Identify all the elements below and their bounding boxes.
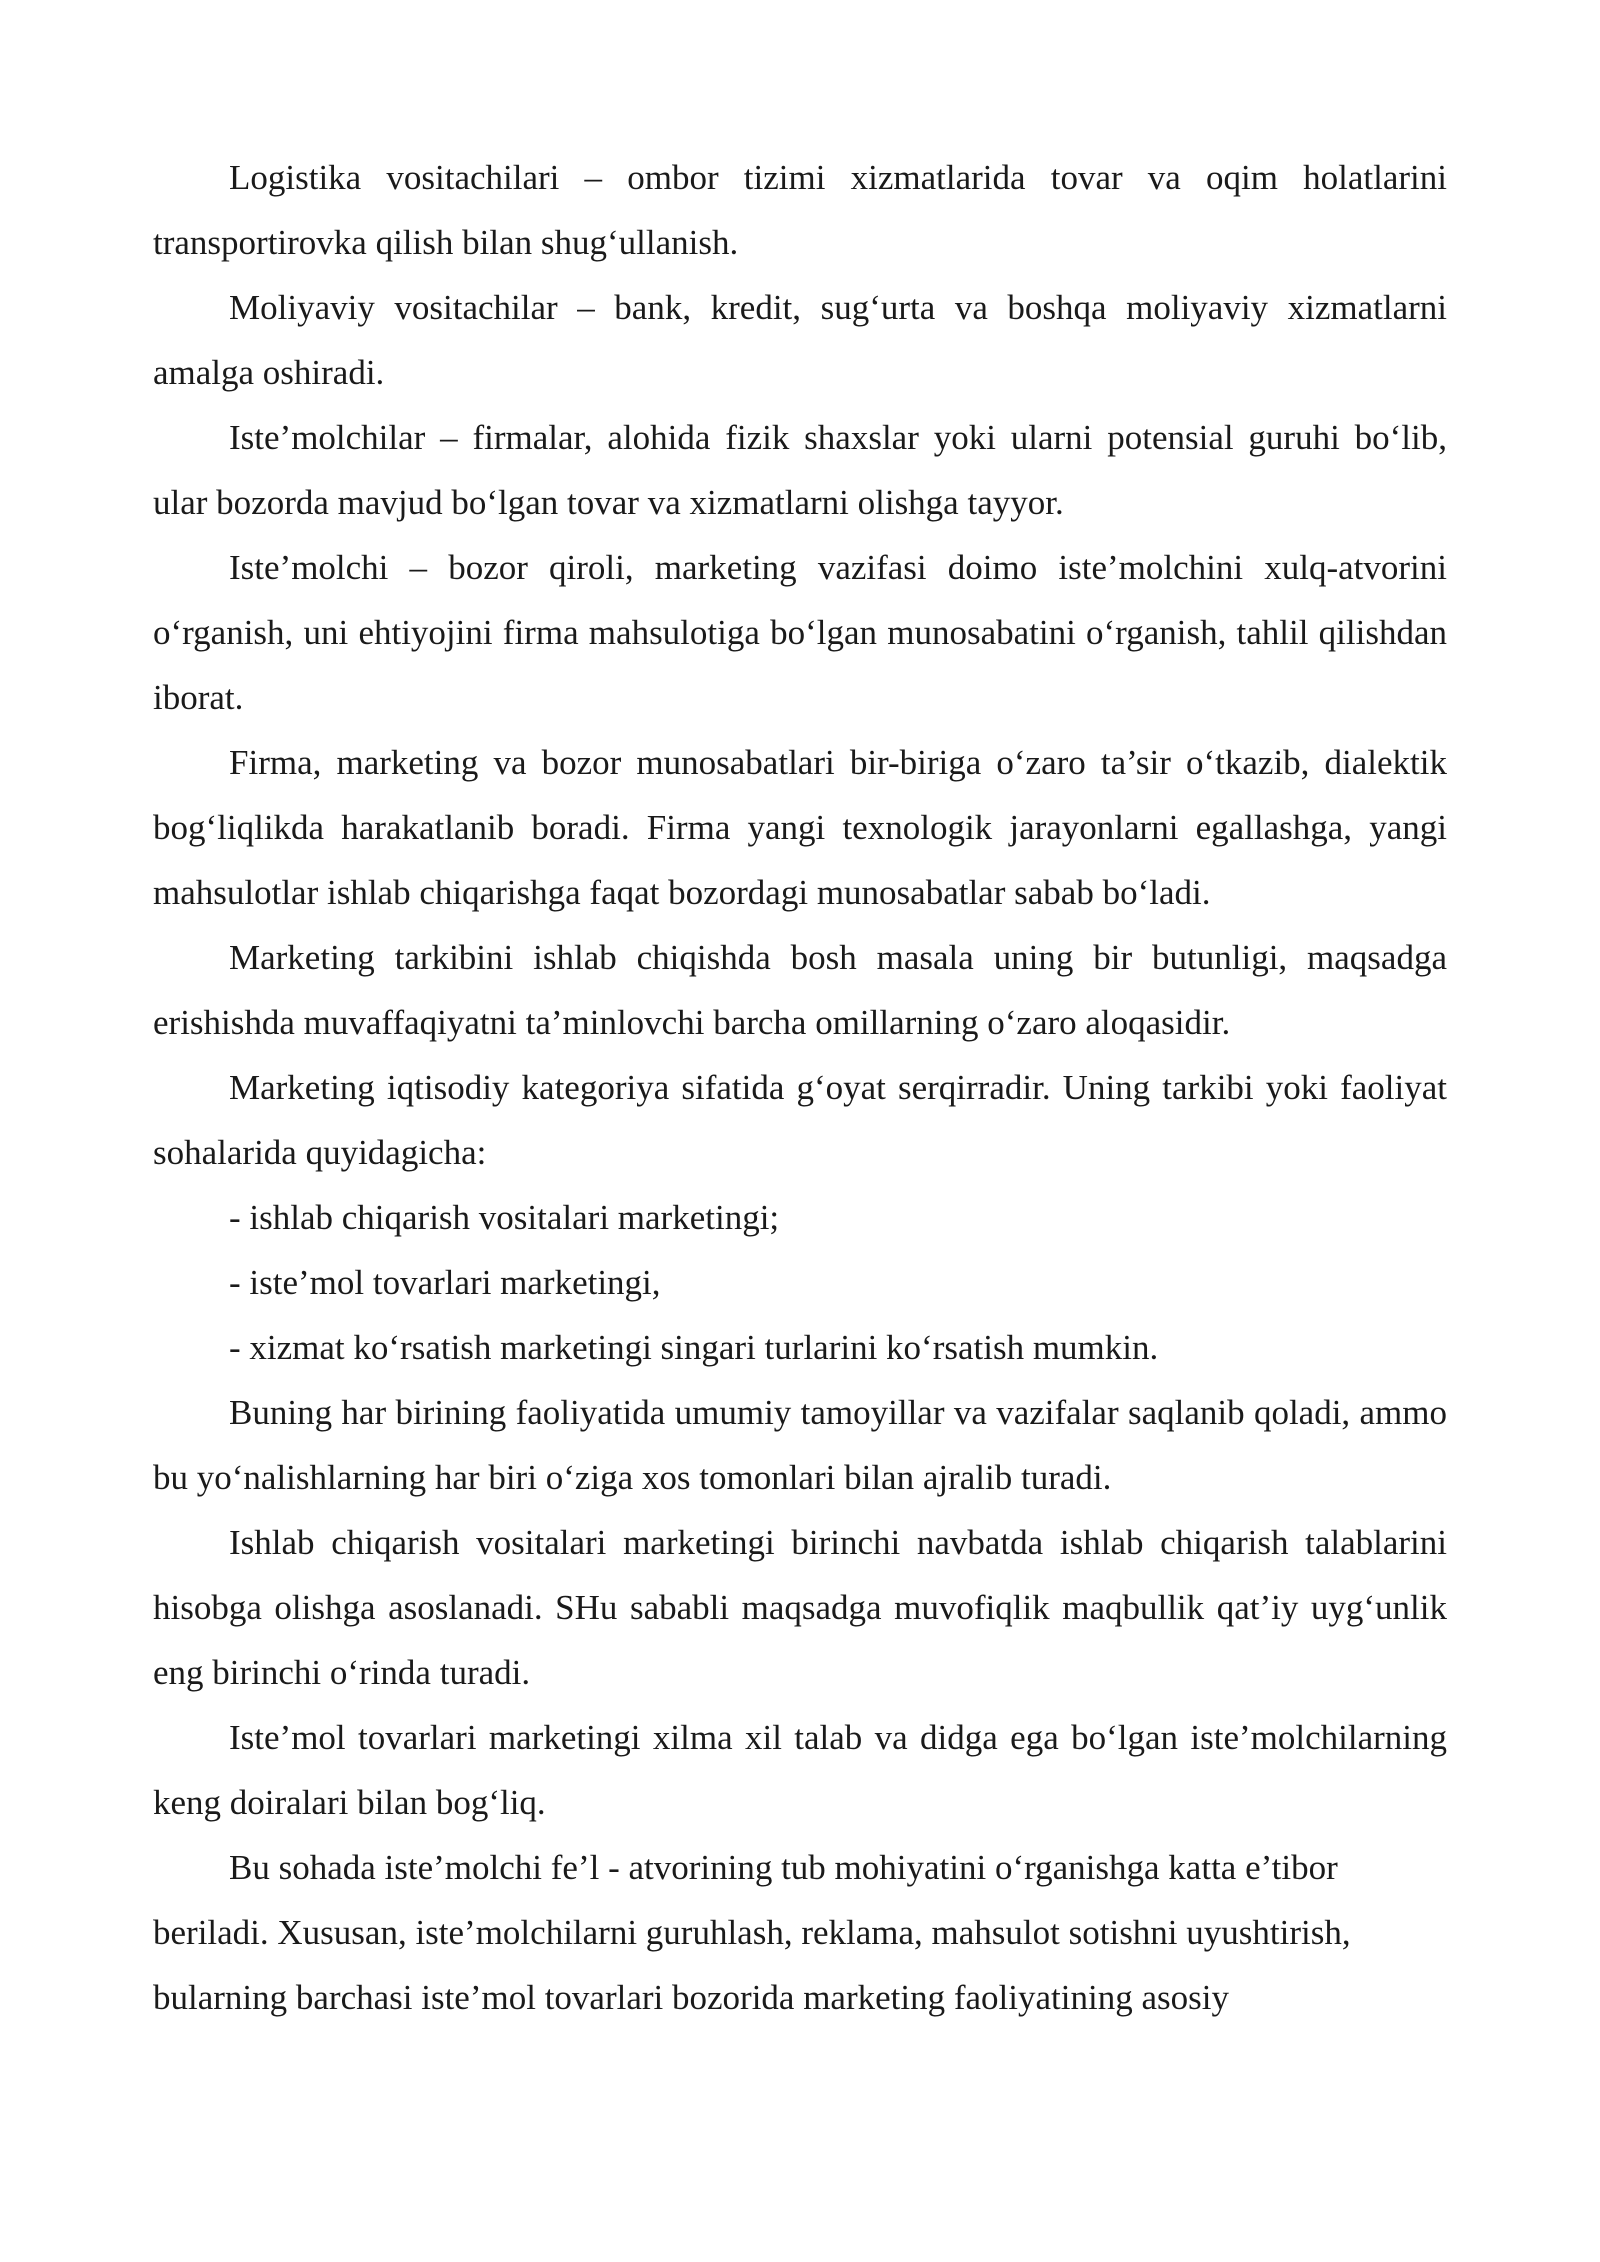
paragraph-consumers-definition: Iste’molchilar – firmalar, alohida fizik shaxslar yoki ularni potensial guruhi bo‘lib, ular bozorda mavjud bo‘lgan tovar va xizmatlarni olishga tayyor.: [153, 418, 1447, 522]
paragraph-consumer-king: Iste’molchi – bozor qiroli, marketing vazifasi doimo iste’molchini xulq-atvorini o‘rganish, uni ehtiyojini firma mahsulotiga bo‘lgan munosabatini o‘rganish, tahlil qilishdan iborat.: [153, 548, 1447, 717]
paragraph-consumer-behavior: Bu sohada iste’molchi fe’l - atvorining tub mohiyatini o‘rganishga katta e’tibor beriladi. Xususan, iste’molchilarni guruhlash, reklama, mahsulot sotishni uyushtirish, bularning barchasi iste’mol tovarlari bozorida marketing faoliyatining asosiy: [153, 1848, 1351, 2017]
paragraph-consumer-goods-marketing: Iste’mol tovarlari marketingi xilma xil talab va didga ega bo‘lgan iste’molchilarning keng doiralari bilan bog‘liq.: [153, 1718, 1447, 1822]
list-item-consumer-goods: - iste’mol tovarlari marketingi,: [229, 1263, 661, 1302]
list-item-services: - xizmat ko‘rsatish marketingi singari turlarini ko‘rsatish mumkin.: [229, 1328, 1159, 1367]
paragraph-marketing-structure: Marketing tarkibini ishlab chiqishda bosh masala uning bir butunligi, maqsadga erishishda muvaffaqiyatni ta’minlovchi barcha omillarning o‘zaro aloqasidir.: [153, 938, 1447, 1042]
paragraph-logistics-intermediaries: Logistika vositachilari – ombor tizimi xizmatlarida tovar va oqim holatlarini transportirovka qilish bilan shug‘ullanish.: [153, 158, 1447, 262]
paragraph-firm-marketing-market: Firma, marketing va bozor munosabatlari bir-biriga o‘zaro ta’sir o‘tkazib, dialektik bog‘liqlikda harakatlanib boradi. Firma yangi texnologik jarayonlarni egallashga, yangi mahsulotlar ishlab chiqarishga faqat bozordagi munosabatlar sabab bo‘ladi.: [153, 743, 1447, 912]
paragraph-common-principles: Buning har birining faoliyatida umumiy tamoyillar va vazifalar saqlanib qoladi, ammo bu yo‘nalishlarning har biri o‘ziga xos tomonlari bilan ajralib turadi.: [153, 1393, 1447, 1497]
paragraph-economic-category: Marketing iqtisodiy kategoriya sifatida g‘oyat serqirradir. Uning tarkibi yoki faoliyat sohalarida quyidagicha:: [153, 1068, 1447, 1172]
list-item-production-means: - ishlab chiqarish vositalari marketingi;: [229, 1198, 780, 1237]
paragraph-production-means-marketing: Ishlab chiqarish vositalari marketingi birinchi navbatda ishlab chiqarish talablarini hisobga olishga asoslanadi. SHu sababli maqsadga muvofiqlik maqbullik qat’iy uyg‘unlik eng birinchi o‘rinda turadi.: [153, 1523, 1447, 1692]
paragraph-financial-intermediaries: Moliyaviy vositachilar – bank, kredit, sug‘urta va boshqa moliyaviy xizmatlarni amalga oshiradi.: [153, 288, 1447, 392]
